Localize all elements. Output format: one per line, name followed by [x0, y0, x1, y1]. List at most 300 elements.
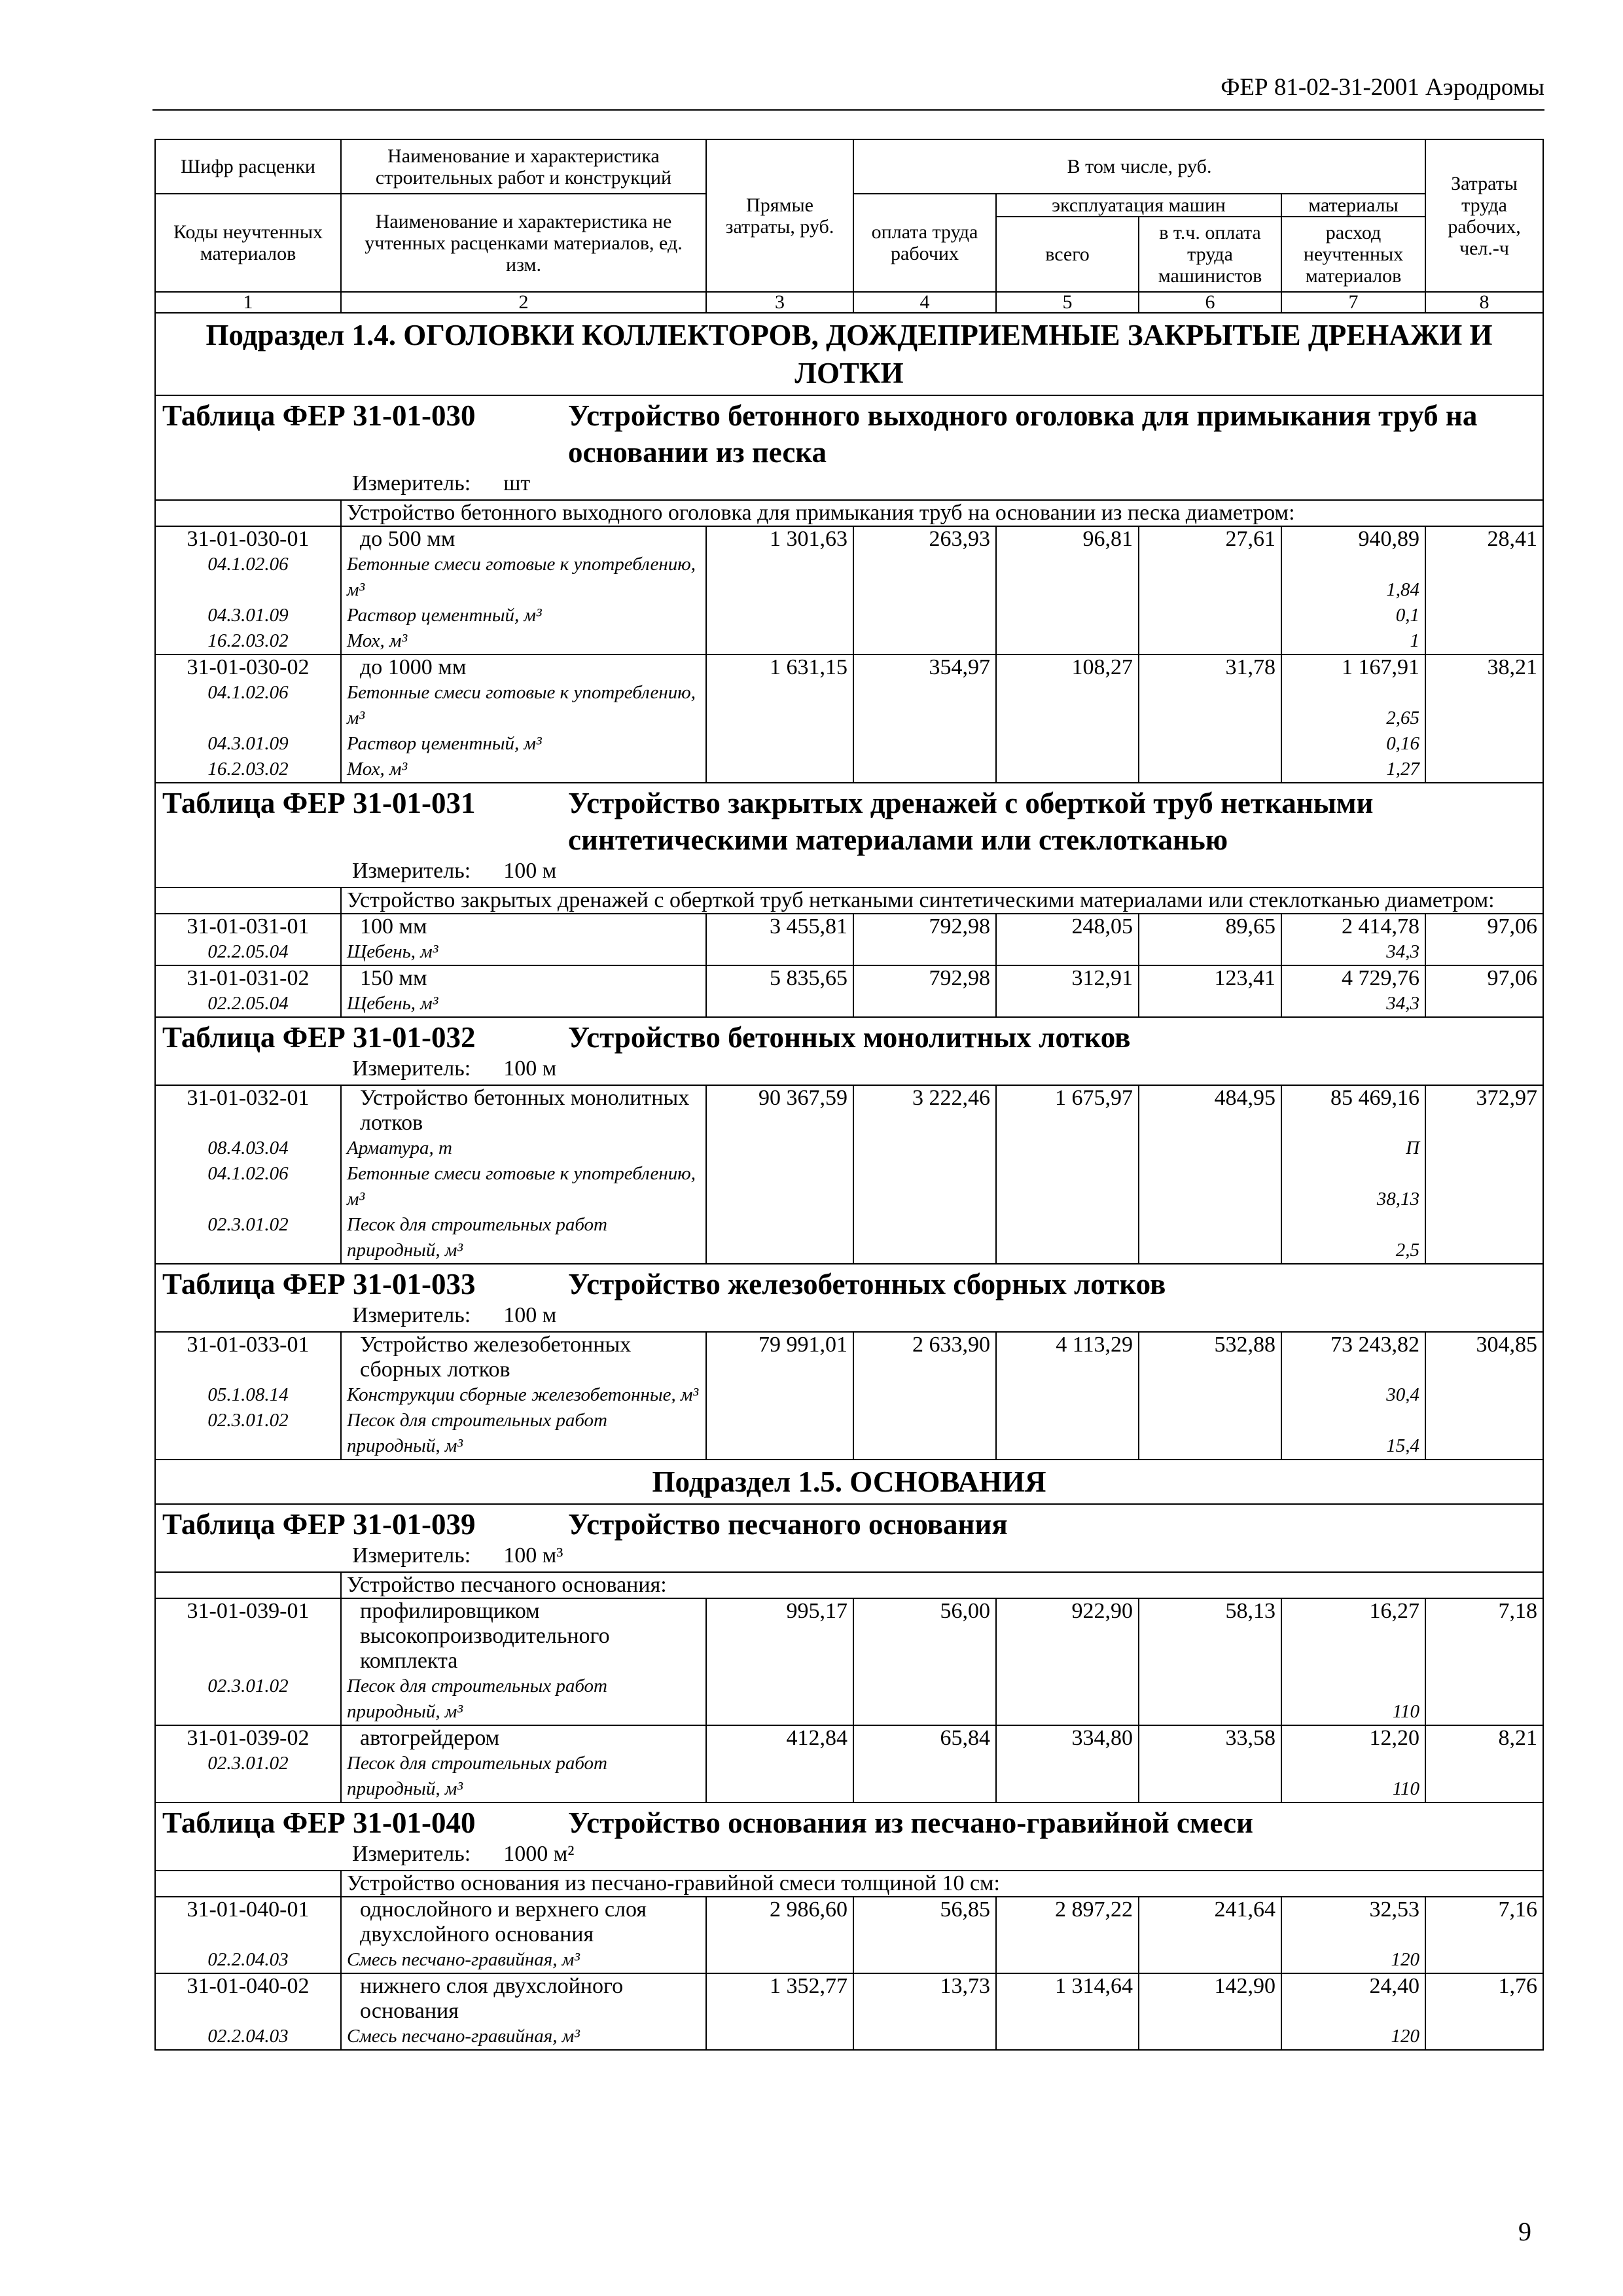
wages-cost-cell [853, 655, 996, 783]
col-header-mat-unaccounted: расход неучтенных материалов [1281, 217, 1425, 292]
unit-value: 1000 м² [503, 1842, 575, 1866]
rate-code: 31-01-033-01 [187, 1333, 310, 1357]
material-code: 02.3.01.02 [207, 1410, 289, 1431]
materials-cost-cell [1281, 1725, 1425, 1803]
machine-cost-cell [996, 1598, 1139, 1725]
direct-cost: 90 367,59 [758, 1086, 847, 1110]
material-code: 02.3.01.02 [207, 1214, 289, 1235]
machine-cost: 1 675,97 [1055, 1086, 1133, 1110]
machinist-wages-cell [1139, 526, 1281, 655]
material-name: Арматура, т [347, 1138, 452, 1158]
rate-code-cell [155, 1598, 341, 1725]
col-header-cipher: Шифр расценки [155, 139, 341, 194]
rate-name-cell [341, 1897, 706, 1973]
machine-cost: 248,05 [1071, 914, 1133, 939]
wages-cost: 65,84 [940, 1726, 990, 1750]
section-title: Подраздел 1.4. ОГОЛОВКИ КОЛЛЕКТОРОВ, ДОЖДЕПРИЕМНЫЕ ЗАКРЫТЫЕ ДРЕНАЖИ И ЛОТКИ [155, 313, 1543, 395]
table-title [162, 1019, 1536, 1056]
table-code: Таблица ФЕР 31-01-030 [162, 399, 476, 432]
unit-label: Измеритель: [352, 1303, 471, 1327]
rate-name-cell [341, 1973, 706, 2050]
materials-cost-cell [1281, 1598, 1425, 1725]
wages-cost: 792,98 [929, 966, 990, 990]
materials-cost: 16,27 [1369, 1599, 1420, 1623]
rate-code: 31-01-030-01 [187, 527, 310, 551]
col-header-wages: оплата труда рабочих [853, 194, 996, 292]
materials-cost-cell [1281, 1897, 1425, 1973]
table-header-row [155, 395, 1543, 500]
rate-code-cell [155, 914, 341, 965]
labor-hours-cell [1425, 1897, 1543, 1973]
rate-code-cell [155, 1897, 341, 1973]
material-name: Песок для строительных работ природный, м³ [347, 1410, 607, 1456]
table-title [162, 1506, 1536, 1543]
table-header-row [155, 1504, 1543, 1572]
direct-cost: 1 352,77 [770, 1974, 847, 1998]
table-header-row [155, 1017, 1543, 1085]
direct-cost-cell [706, 965, 853, 1017]
material-qty: 15,4 [1386, 1435, 1420, 1456]
table-title [162, 785, 1536, 858]
rate-code: 31-01-031-02 [187, 966, 310, 990]
table-header-row [155, 1803, 1543, 1871]
rate-code-cell [155, 526, 341, 655]
material-qty: 0,16 [1386, 733, 1420, 754]
direct-cost: 5 835,65 [770, 966, 847, 990]
machine-cost: 312,91 [1071, 966, 1133, 990]
machinist-wages-cell [1139, 655, 1281, 783]
note-row [155, 1871, 1543, 1897]
table-note: Устройство основания из песчано-гравийной смеси толщиной 10 см: [341, 1871, 1543, 1897]
note-spacer [155, 1871, 341, 1897]
labor-hours: 304,85 [1476, 1333, 1538, 1357]
table-title-cell [155, 783, 1543, 888]
col-num: 5 [996, 292, 1139, 313]
labor-hours-cell [1425, 526, 1543, 655]
col-num: 3 [706, 292, 853, 313]
note-row [155, 1572, 1543, 1598]
machine-cost-cell [996, 526, 1139, 655]
table-row [155, 1085, 1543, 1264]
direct-cost: 79 991,01 [758, 1333, 847, 1357]
table-row [155, 1973, 1543, 2050]
table-row [155, 1598, 1543, 1725]
material-qty: 34,3 [1386, 941, 1420, 962]
wages-cost-cell [853, 965, 996, 1017]
wages-cost: 3 222,46 [912, 1086, 990, 1110]
machinist-wages-cell [1139, 1085, 1281, 1264]
direct-cost-cell [706, 1725, 853, 1803]
col-num: 7 [1281, 292, 1425, 313]
material-name: Песок для строительных работ природный, м³ [347, 1753, 607, 1799]
rate-name: до 500 мм [360, 527, 455, 551]
machinist-wages: 33,58 [1225, 1726, 1275, 1750]
rate-name: до 1000 мм [360, 655, 467, 679]
table-row [155, 914, 1543, 965]
material-name: Щебень, м³ [347, 993, 438, 1014]
table-row [155, 526, 1543, 655]
labor-hours-cell [1425, 1332, 1543, 1460]
materials-cost: 32,53 [1369, 1897, 1420, 1922]
material-code: 02.2.04.03 [207, 1949, 289, 1970]
rate-code-cell [155, 1085, 341, 1264]
unit-value: 100 м³ [503, 1543, 563, 1568]
wages-cost-cell [853, 526, 996, 655]
table-header-row [155, 1264, 1543, 1332]
materials-cost: 24,40 [1369, 1974, 1420, 1998]
machinist-wages: 31,78 [1225, 655, 1275, 679]
table-row [155, 1897, 1543, 1973]
machinist-wages-cell [1139, 1598, 1281, 1725]
table-name: Устройство бетонных монолитных лотков [568, 1021, 1131, 1054]
material-qty: 2,65 [1386, 708, 1420, 728]
unit-label: Измеритель: [352, 471, 471, 495]
wages-cost-cell [853, 1725, 996, 1803]
rate-name-cell [341, 965, 706, 1017]
direct-cost-cell [706, 1897, 853, 1973]
rates-table [154, 139, 1544, 2051]
materials-cost-cell [1281, 655, 1425, 783]
rate-name-cell [341, 914, 706, 965]
unit-label: Измеритель: [352, 1543, 471, 1568]
note-row [155, 888, 1543, 914]
machine-cost: 922,90 [1071, 1599, 1133, 1623]
wages-cost: 56,85 [940, 1897, 990, 1922]
col-header-incl: В том числе, руб. [853, 139, 1425, 194]
table-title-cell [155, 1504, 1543, 1572]
table-note: Устройство песчаного основания: [341, 1572, 1543, 1598]
machine-cost-cell [996, 1085, 1139, 1264]
wages-cost-cell [853, 1598, 996, 1725]
rate-name: автогрейдером [360, 1726, 500, 1750]
col-header-materials: материалы [1281, 194, 1425, 217]
wages-cost: 354,97 [929, 655, 990, 679]
section-row [155, 1460, 1543, 1504]
material-code: 04.3.01.09 [207, 733, 289, 754]
machinist-wages: 58,13 [1225, 1599, 1275, 1623]
table-header-row [155, 783, 1543, 888]
rate-code-cell [155, 1973, 341, 2050]
col-num: 8 [1425, 292, 1543, 313]
rate-code-cell [155, 965, 341, 1017]
table-name: Устройство основания из песчано-гравийной смеси [568, 1806, 1253, 1839]
wages-cost-cell [853, 1897, 996, 1973]
materials-cost-cell [1281, 1332, 1425, 1460]
material-qty: 120 [1391, 2026, 1420, 2047]
machine-cost-cell [996, 1332, 1139, 1460]
rate-code: 31-01-032-01 [187, 1086, 310, 1110]
table-unit [162, 1056, 1536, 1082]
table-note: Устройство закрытых дренажей с оберткой труб неткаными синтетическими материалами или стеклотканью диаметром: [341, 888, 1543, 914]
rate-name: 150 мм [360, 966, 427, 990]
machinist-wages: 532,88 [1214, 1333, 1275, 1357]
direct-cost: 1 301,63 [770, 527, 847, 551]
machine-cost-cell [996, 1897, 1139, 1973]
rate-code: 31-01-030-02 [187, 655, 310, 679]
materials-cost: 73 243,82 [1330, 1333, 1420, 1357]
table-title [162, 1266, 1536, 1302]
labor-hours-cell [1425, 1598, 1543, 1725]
table-title-cell [155, 1803, 1543, 1871]
col-header-name-top: Наименование и характеристика строительных работ и конструкций [341, 139, 706, 194]
material-qty: 1,27 [1386, 759, 1420, 780]
note-spacer [155, 888, 341, 914]
table-row [155, 1725, 1543, 1803]
note-spacer [155, 500, 341, 526]
labor-hours-cell [1425, 914, 1543, 965]
col-header-machines: эксплуатация машин [996, 194, 1281, 217]
direct-cost-cell [706, 1332, 853, 1460]
col-header-labor: Затраты труда рабочих, чел.-ч [1425, 139, 1543, 292]
col-num: 1 [155, 292, 341, 313]
machine-cost: 2 897,22 [1055, 1897, 1133, 1922]
material-code: 02.2.04.03 [207, 2026, 289, 2047]
labor-hours: 38,21 [1487, 655, 1538, 679]
rate-code-cell [155, 1725, 341, 1803]
labor-hours-cell [1425, 1973, 1543, 2050]
material-code: 08.4.03.04 [207, 1138, 289, 1158]
machinist-wages-cell [1139, 1973, 1281, 2050]
materials-cost: 85 469,16 [1330, 1086, 1420, 1110]
table-row [155, 1332, 1543, 1460]
direct-cost: 412,84 [786, 1726, 847, 1750]
direct-cost-cell [706, 1598, 853, 1725]
col-num: 4 [853, 292, 996, 313]
material-qty: 38,13 [1376, 1189, 1420, 1210]
rate-code-cell [155, 655, 341, 783]
col-num: 2 [341, 292, 706, 313]
material-name: Бетонные смеси готовые к употреблению, м³ [347, 682, 696, 728]
table-unit [162, 858, 1536, 884]
labor-hours-cell [1425, 1085, 1543, 1264]
materials-cost-cell [1281, 526, 1425, 655]
materials-cost: 12,20 [1369, 1726, 1420, 1750]
rate-code: 31-01-031-01 [187, 914, 310, 939]
table-code: Таблица ФЕР 31-01-039 [162, 1508, 476, 1541]
labor-hours: 97,06 [1487, 914, 1538, 939]
material-qty: 30,4 [1386, 1384, 1420, 1405]
material-name: Раствор цементный, м³ [347, 605, 542, 626]
table-title [162, 1804, 1536, 1841]
wages-cost: 2 633,90 [912, 1333, 990, 1357]
table-row [155, 965, 1543, 1017]
material-code: 04.1.02.06 [207, 554, 289, 575]
table-name: Устройство железобетонных сборных лотков [568, 1268, 1166, 1300]
table-code: Таблица ФЕР 31-01-031 [162, 787, 476, 819]
material-qty: 110 [1392, 1701, 1420, 1722]
table-row [155, 655, 1543, 783]
unit-value: 100 м [503, 1303, 557, 1327]
material-qty: 34,3 [1386, 993, 1420, 1014]
material-qty: 1,84 [1386, 579, 1420, 600]
unit-value: 100 м [503, 1056, 557, 1081]
col-header-name-bottom: Наименование и характеристика не учтенных расценками материалов, ед. изм. [341, 194, 706, 292]
wages-cost-cell [853, 1332, 996, 1460]
labor-hours-cell [1425, 655, 1543, 783]
material-qty: 120 [1391, 1949, 1420, 1970]
material-name: Смесь песчано-гравийная, м³ [347, 1949, 580, 1970]
rate-name-cell [341, 1332, 706, 1460]
labor-hours: 7,16 [1498, 1897, 1538, 1922]
machine-cost: 1 314,64 [1055, 1974, 1133, 1998]
materials-cost-cell [1281, 965, 1425, 1017]
rate-name: нижнего слоя двухслойного основания [360, 1974, 624, 2023]
table-unit [162, 1543, 1536, 1569]
wages-cost: 792,98 [929, 914, 990, 939]
material-name: Песок для строительных работ природный, м³ [347, 1214, 607, 1261]
labor-hours: 7,18 [1498, 1599, 1538, 1623]
table-code: Таблица ФЕР 31-01-032 [162, 1021, 476, 1054]
materials-cost: 2 414,78 [1342, 914, 1420, 939]
materials-cost: 1 167,91 [1342, 655, 1420, 679]
rate-code: 31-01-040-01 [187, 1897, 310, 1922]
material-qty: 1 [1410, 630, 1420, 651]
column-numbers-row [155, 292, 1543, 313]
machinist-wages-cell [1139, 1725, 1281, 1803]
document-title: ФЕР 81-02-31-2001 Аэродромы [1221, 74, 1544, 101]
wages-cost: 13,73 [940, 1974, 990, 1998]
machine-cost: 4 113,29 [1056, 1333, 1133, 1357]
machinist-wages: 27,61 [1225, 527, 1275, 551]
materials-cost: 940,89 [1358, 527, 1420, 551]
labor-hours-cell [1425, 965, 1543, 1017]
materials-cost-cell [1281, 1085, 1425, 1264]
materials-cost: 4 729,76 [1342, 966, 1420, 990]
direct-cost-cell [706, 526, 853, 655]
machine-cost: 334,80 [1071, 1726, 1133, 1750]
material-name: Мох, м³ [347, 759, 408, 780]
wages-cost: 263,93 [929, 527, 990, 551]
table-name: Устройство бетонного выходного оголовка для примыкания труб на основании из песка [568, 399, 1478, 469]
table-title-cell [155, 1017, 1543, 1085]
material-name: Песок для строительных работ природный, м³ [347, 1676, 607, 1722]
machinist-wages: 123,41 [1214, 966, 1275, 990]
unit-value: шт [503, 471, 531, 495]
machine-cost: 108,27 [1071, 655, 1133, 679]
material-code: 04.3.01.09 [207, 605, 289, 626]
unit-label: Измеритель: [352, 1056, 471, 1081]
machinist-wages-cell [1139, 1332, 1281, 1460]
material-name: Мох, м³ [347, 630, 408, 651]
rate-code: 31-01-039-01 [187, 1599, 310, 1623]
rate-name-cell [341, 655, 706, 783]
material-qty: 2,5 [1395, 1240, 1420, 1261]
table-unit [162, 1302, 1536, 1329]
wages-cost-cell [853, 1973, 996, 2050]
direct-cost-cell [706, 655, 853, 783]
unit-value: 100 м [503, 859, 557, 883]
table-unit [162, 1841, 1536, 1867]
direct-cost-cell [706, 1085, 853, 1264]
machine-cost-cell [996, 655, 1139, 783]
machinist-wages: 89,65 [1225, 914, 1275, 939]
material-code: 02.3.01.02 [207, 1676, 289, 1696]
machinist-wages: 484,95 [1214, 1086, 1275, 1110]
materials-cost-cell [1281, 1973, 1425, 2050]
machine-cost-cell [996, 965, 1139, 1017]
wages-cost-cell [853, 914, 996, 965]
material-name: Смесь песчано-гравийная, м³ [347, 2026, 580, 2047]
header-row-1 [155, 139, 1543, 194]
section-row [155, 313, 1543, 395]
material-code: 02.3.01.02 [207, 1753, 289, 1774]
materials-cost-cell [1281, 914, 1425, 965]
col-header-mach-total: всего [996, 217, 1139, 292]
material-code: 16.2.03.02 [207, 759, 289, 780]
table-title-cell [155, 1264, 1543, 1332]
machinist-wages: 241,64 [1214, 1897, 1275, 1922]
direct-cost: 3 455,81 [770, 914, 847, 939]
machinist-wages-cell [1139, 1897, 1281, 1973]
table-name: Устройство закрытых дренажей с оберткой труб неткаными синтетическими материалами или стеклотканью [568, 787, 1374, 856]
table-note: Устройство бетонного выходного оголовка для примыкания труб на основании из песка диаметром: [341, 500, 1543, 526]
material-name: Конструкции сборные железобетонные, м³ [347, 1384, 699, 1405]
material-qty: 0,1 [1395, 605, 1420, 626]
direct-cost: 2 986,60 [770, 1897, 847, 1922]
material-name: Бетонные смеси готовые к употреблению, м³ [347, 1163, 696, 1210]
machine-cost-cell [996, 1725, 1139, 1803]
material-qty: 110 [1392, 1778, 1420, 1799]
material-code: 02.2.05.04 [207, 941, 289, 962]
rate-code-cell [155, 1332, 341, 1460]
rate-name: профилировщиком высокопроизводительного комплекта [360, 1599, 610, 1673]
machine-cost-cell [996, 914, 1139, 965]
material-code: 16.2.03.02 [207, 630, 289, 651]
machinist-wages-cell [1139, 914, 1281, 965]
unit-label: Измеритель: [352, 1842, 471, 1866]
table-title-cell [155, 395, 1543, 500]
header-rule [152, 109, 1544, 111]
col-header-codes: Коды неучтенных материалов [155, 194, 341, 292]
direct-cost: 995,17 [786, 1599, 847, 1623]
material-code: 05.1.08.14 [207, 1384, 289, 1405]
direct-cost: 1 631,15 [770, 655, 847, 679]
labor-hours: 372,97 [1476, 1086, 1538, 1110]
rate-name-cell [341, 526, 706, 655]
machine-cost: 96,81 [1082, 527, 1133, 551]
rate-name: Устройство железобетонных сборных лотков [360, 1333, 632, 1382]
wages-cost: 56,00 [940, 1599, 990, 1623]
labor-hours: 97,06 [1487, 966, 1538, 990]
rate-code: 31-01-040-02 [187, 1974, 310, 1998]
material-code: 04.1.02.06 [207, 682, 289, 703]
note-row [155, 500, 1543, 526]
unit-label: Измеритель: [352, 859, 471, 883]
col-header-mach-wages: в т.ч. оплата труда машинистов [1139, 217, 1281, 292]
machinist-wages-cell [1139, 965, 1281, 1017]
rate-name: Устройство бетонных монолитных лотков [360, 1086, 690, 1135]
labor-hours: 28,41 [1487, 527, 1538, 551]
rate-name: 100 мм [360, 914, 427, 939]
labor-hours-cell [1425, 1725, 1543, 1803]
machine-cost-cell [996, 1973, 1139, 2050]
section-title: Подраздел 1.5. ОСНОВАНИЯ [155, 1460, 1543, 1504]
material-name: Раствор цементный, м³ [347, 733, 542, 754]
rate-name-cell [341, 1725, 706, 1803]
table-code: Таблица ФЕР 31-01-033 [162, 1268, 476, 1300]
material-name: Бетонные смеси готовые к употреблению, м³ [347, 554, 696, 600]
machinist-wages: 142,90 [1214, 1974, 1275, 1998]
wages-cost-cell [853, 1085, 996, 1264]
direct-cost-cell [706, 914, 853, 965]
rate-name-cell [341, 1085, 706, 1264]
table-unit [162, 471, 1536, 497]
material-code: 04.1.02.06 [207, 1163, 289, 1184]
labor-hours: 1,76 [1498, 1974, 1538, 1998]
page-number: 9 [1518, 2217, 1531, 2246]
table-title [162, 397, 1536, 471]
material-qty: П [1406, 1138, 1420, 1158]
